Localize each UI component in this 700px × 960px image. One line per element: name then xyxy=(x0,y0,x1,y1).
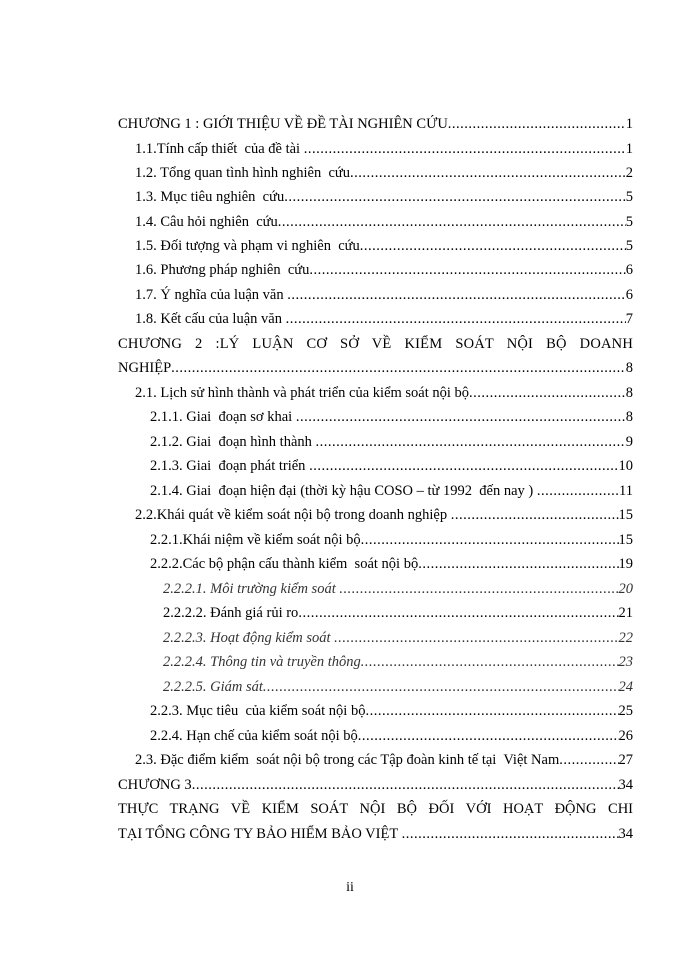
toc-entry[interactable] xyxy=(150,725,633,747)
toc-entry[interactable] xyxy=(150,700,633,722)
toc-leader xyxy=(192,774,619,796)
toc-entry-title-line1-text: THỰC TRẠNG VỀ KIỂM SOÁT NỘI BỘ ĐỐI VỚI HOẠT ĐỘNG CHI xyxy=(118,801,633,817)
toc-entry-title: 1.7. Ý nghĩa của luận văn xyxy=(135,287,288,303)
toc-leader xyxy=(263,676,619,698)
toc-entry[interactable] xyxy=(135,749,633,771)
toc-leader xyxy=(448,113,626,135)
toc-entry[interactable] xyxy=(135,504,633,526)
toc-entry-title: 2.3. Đặc điểm kiểm soát nội bộ trong các Tập đoàn kinh tế tại Việt Nam xyxy=(135,752,560,768)
toc-entry-title: 2.1.2. Giai đoạn hình thành xyxy=(150,434,316,450)
toc-entry-page: 25 xyxy=(618,703,633,719)
toc-entry-title: 2.2.2.4. Thông tin và truyền thông xyxy=(163,654,361,670)
toc-entry[interactable] xyxy=(135,308,633,330)
toc-entry[interactable] xyxy=(135,162,633,184)
toc-entry[interactable] xyxy=(118,823,633,845)
toc-entry-page: 5 xyxy=(625,189,633,205)
toc-leader xyxy=(365,700,618,722)
toc-entry[interactable] xyxy=(163,651,633,673)
toc-leader xyxy=(537,480,619,502)
toc-entry-title: 2.2.4. Hạn chế của kiểm soát nội bộ xyxy=(150,728,358,744)
toc-entry-title: 1.2. Tổng quan tình hình nghiên cứu xyxy=(135,165,351,181)
toc-entry-page: 9 xyxy=(625,434,633,450)
toc-leader xyxy=(358,725,619,747)
toc-leader xyxy=(350,162,626,184)
toc-entry[interactable] xyxy=(163,602,633,624)
toc-entry-page: 34 xyxy=(618,826,633,842)
toc-entry-page: 15 xyxy=(618,532,633,548)
toc-entry-page: 7 xyxy=(625,311,633,327)
toc-entry-title: CHƯƠNG 1 : GIỚI THIỆU VỀ ĐỀ TÀI NGHIÊN CỨU xyxy=(118,116,448,132)
toc-entry[interactable] xyxy=(163,676,633,698)
toc-leader xyxy=(451,504,619,526)
toc-entry-title-line1[interactable] xyxy=(118,333,633,355)
toc-leader xyxy=(278,211,626,233)
toc-entry-page: 1 xyxy=(625,116,633,132)
toc-entry-page: 1 xyxy=(625,141,633,157)
toc-leader xyxy=(339,578,618,600)
toc-entry[interactable] xyxy=(150,455,633,477)
toc-entry-title: TẠI TỔNG CÔNG TY BẢO HIỂM BẢO VIỆT xyxy=(118,826,402,842)
toc-entry[interactable] xyxy=(163,578,633,600)
toc-entry-page: 26 xyxy=(618,728,633,744)
toc-leader xyxy=(304,138,626,160)
toc-entry-title-line1-text: CHƯƠNG 2 :LÝ LUẬN CƠ SỞ VỀ KIỂM SOÁT NỘI BỘ DOANH xyxy=(118,336,633,352)
toc-entry[interactable] xyxy=(135,186,633,208)
toc-leader xyxy=(361,529,619,551)
toc-entry-title: 2.1.4. Giai đoạn hiện đại (thời kỳ hậu COSO – từ 1992 đến nay ) xyxy=(150,483,537,499)
toc-entry-page: 21 xyxy=(618,605,633,621)
toc-entry-page: 19 xyxy=(618,556,633,572)
toc-entry[interactable] xyxy=(118,774,633,796)
toc-leader xyxy=(309,259,625,281)
toc-entry-title: 1.1.Tính cấp thiết của đề tài xyxy=(135,141,304,157)
toc-leader xyxy=(287,284,626,306)
toc-entry-title: 1.3. Mục tiêu nghiên cứu xyxy=(135,189,285,205)
toc-entry-page: 34 xyxy=(618,777,633,793)
toc-leader xyxy=(286,308,626,330)
toc-entry-title: 2.1. Lịch sử hình thành và phát triển của kiểm soát nội bộ xyxy=(135,385,470,401)
toc-entry-page: 5 xyxy=(625,214,633,230)
toc-leader xyxy=(559,749,618,771)
toc-leader xyxy=(418,553,618,575)
toc-entry[interactable] xyxy=(135,382,633,404)
toc-entry-title: 2.2.2.3. Hoạt động kiểm soát xyxy=(163,630,335,646)
toc-entry-title: 1.6. Phương pháp nghiên cứu xyxy=(135,262,310,278)
toc-entry[interactable] xyxy=(150,431,633,453)
toc-entry-page: 23 xyxy=(618,654,633,670)
toc-entry-title: 2.2.2.2. Đánh giá rủi ro xyxy=(163,605,299,621)
toc-entry-title: 1.5. Đối tượng và phạm vi nghiên cứu xyxy=(135,238,360,254)
toc-entry-title: 2.2.2.1. Môi trường kiểm soát xyxy=(163,581,340,597)
toc-entry-page: 10 xyxy=(618,458,633,474)
toc-entry-page: 11 xyxy=(619,483,633,499)
toc-entry-title: 1.4. Câu hỏi nghiên cứu xyxy=(135,214,278,230)
toc-leader xyxy=(316,431,626,453)
toc-entry[interactable] xyxy=(135,284,633,306)
toc-entry[interactable] xyxy=(150,529,633,551)
toc-entry-title: 2.2.Khái quát về kiểm soát nội bộ trong doanh nghiệp xyxy=(135,507,451,523)
toc-entry-page: 8 xyxy=(625,385,633,401)
toc-leader xyxy=(469,382,626,404)
toc-leader xyxy=(284,186,626,208)
toc-leader xyxy=(360,235,626,257)
toc-entry-title: 1.8. Kết cấu của luận văn xyxy=(135,311,286,327)
toc-entry-title: 2.2.1.Khái niệm về kiểm soát nội bộ xyxy=(150,532,361,548)
toc-entry-page: 8 xyxy=(625,360,633,376)
toc-entry-page: 5 xyxy=(625,238,633,254)
toc-leader xyxy=(309,455,618,477)
toc-entry-title: 2.1.3. Giai đoạn phát triển xyxy=(150,458,310,474)
page-number: ii xyxy=(346,880,354,895)
toc-entry-page: 27 xyxy=(618,752,633,768)
toc-entry-title-line1[interactable] xyxy=(118,798,633,820)
toc-leader xyxy=(361,651,619,673)
toc-entry-page: 6 xyxy=(625,287,633,303)
toc-leader xyxy=(171,357,626,379)
toc-leader xyxy=(402,823,619,845)
toc-entry-page: 6 xyxy=(625,262,633,278)
toc-entry-page: 8 xyxy=(625,409,633,425)
toc-entry[interactable] xyxy=(135,235,633,257)
toc-entry[interactable] xyxy=(163,627,633,649)
toc-entry[interactable] xyxy=(135,259,633,281)
toc-entry[interactable] xyxy=(150,480,633,502)
toc-entry-title: NGHIỆP xyxy=(118,360,172,376)
toc-entry-page: 15 xyxy=(618,507,633,523)
toc-entry-title: 2.2.2.Các bộ phận cấu thành kiểm soát nội bộ xyxy=(150,556,419,572)
toc-entry[interactable] xyxy=(150,406,633,428)
toc-leader xyxy=(298,602,618,624)
toc-leader xyxy=(296,406,626,428)
toc-entry[interactable] xyxy=(118,357,633,379)
toc-entry-page: 22 xyxy=(618,630,633,646)
toc-entry-title: CHƯƠNG 3 xyxy=(118,777,192,793)
toc-entry-title: 2.1.1. Giai đoạn sơ khai xyxy=(150,409,296,425)
toc-leader xyxy=(334,627,618,649)
toc-entry[interactable] xyxy=(135,138,633,160)
toc-entry-page: 2 xyxy=(625,165,633,181)
toc-entry[interactable] xyxy=(135,211,633,233)
toc-entry[interactable] xyxy=(150,553,633,575)
toc-entry-page: 24 xyxy=(618,679,633,695)
toc-entry-title: 2.2.3. Mục tiêu của kiểm soát nội bộ xyxy=(150,703,366,719)
toc-entry[interactable] xyxy=(118,113,633,135)
toc-entry-page: 20 xyxy=(618,581,633,597)
toc-entry-title: 2.2.2.5. Giám sát xyxy=(163,679,263,695)
